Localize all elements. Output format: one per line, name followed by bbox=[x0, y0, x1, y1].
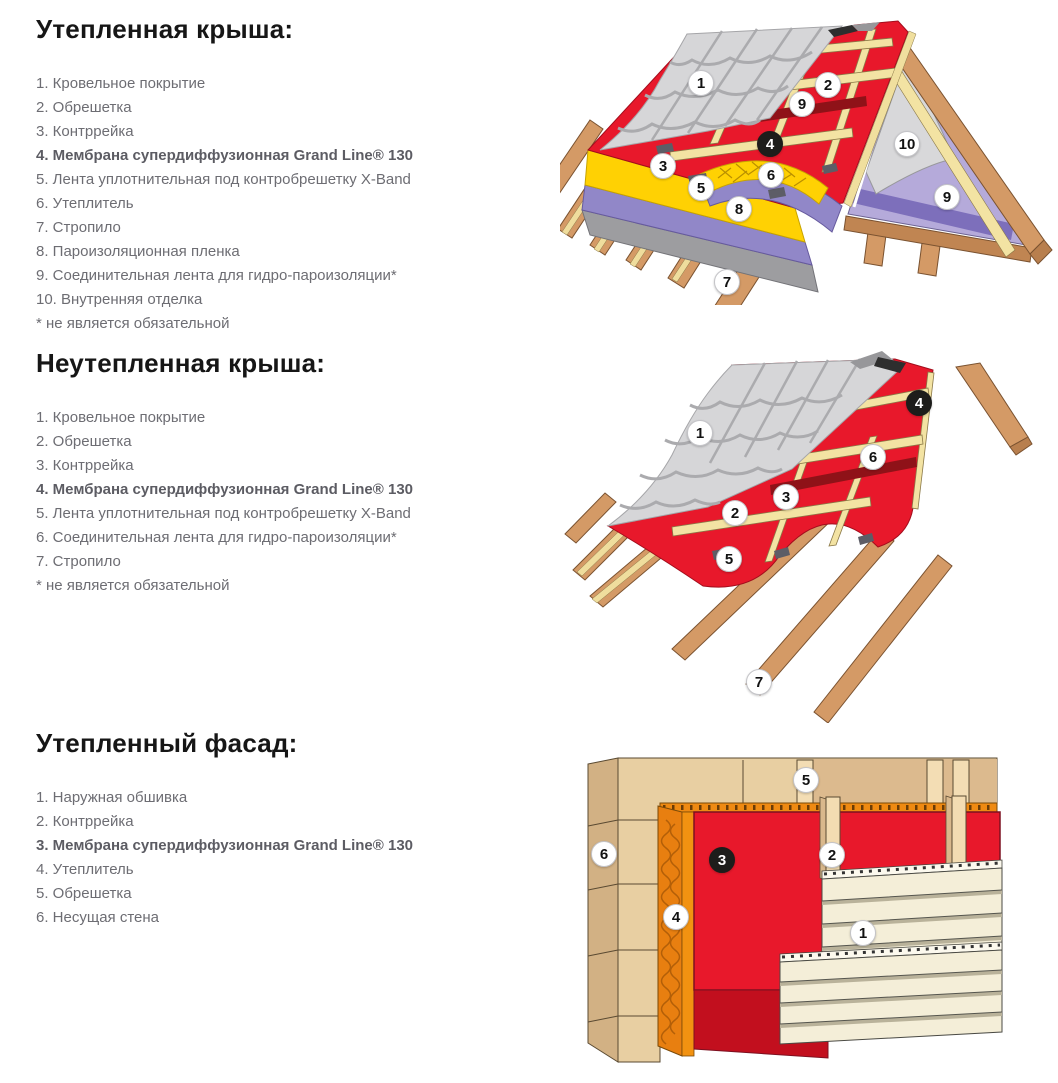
diagram-badge: 2 bbox=[722, 500, 748, 526]
legend-item: 3. Контррейка bbox=[36, 457, 134, 474]
diagram-badge: 9 bbox=[789, 91, 815, 117]
diagram-badge: 9 bbox=[934, 184, 960, 210]
diagram-badge: 1 bbox=[688, 70, 714, 96]
legend-item: 2. Обрешетка bbox=[36, 99, 132, 116]
legend-item: 6. Несущая стена bbox=[36, 909, 159, 926]
legend-item: 2. Контррейка bbox=[36, 813, 134, 830]
legend-item: 1. Кровельное покрытие bbox=[36, 75, 206, 92]
diagram-badge: 2 bbox=[819, 842, 845, 868]
cold-roof-diagram bbox=[560, 345, 1058, 723]
diagram-badge: 3 bbox=[650, 153, 676, 179]
legend-item-membrane: 3. Мембрана супердиффузионная Grand Line® 130 bbox=[36, 837, 414, 854]
legend-item: 4. Утеплитель bbox=[36, 861, 134, 878]
legend-item: 9. Соединительная лента для гидро-пароизоляции* bbox=[36, 267, 397, 284]
legend-item: 2. Обрешетка bbox=[36, 433, 132, 450]
diagram-badge: 3 bbox=[773, 484, 799, 510]
diagram-badge: 1 bbox=[850, 920, 876, 946]
legend-item: 5. Лента уплотнительная под контробрешетку X-Band bbox=[36, 505, 411, 522]
insulated-roof-illustration bbox=[560, 0, 1058, 305]
diagram-badge-membrane: 4 bbox=[906, 390, 932, 416]
siding-lower bbox=[780, 942, 1002, 1044]
diagram-badge: 7 bbox=[714, 269, 740, 295]
legend-item: 3. Контррейка bbox=[36, 123, 134, 140]
legend-list bbox=[36, 406, 526, 598]
section-heading: Неутепленная крыша: bbox=[36, 348, 326, 378]
legend-note: * не является обязательной bbox=[36, 315, 230, 332]
cold-roof-illustration bbox=[560, 345, 1058, 723]
legend-item-membrane: 4. Мембрана супердиффузионная Grand Line® 130 bbox=[36, 481, 414, 498]
rafter-tail-right bbox=[956, 363, 1032, 455]
diagram-badge: 5 bbox=[688, 175, 714, 201]
legend-item: 7. Стропило bbox=[36, 219, 121, 236]
legend-item: 10. Внутренняя отделка bbox=[36, 291, 203, 308]
legend-list bbox=[36, 72, 526, 336]
legend-list bbox=[36, 786, 526, 930]
legend-item: 5. Лента уплотнительная под контробрешетку X-Band bbox=[36, 171, 411, 188]
diagram-badge: 5 bbox=[793, 767, 819, 793]
section-cold-roof-text bbox=[36, 348, 526, 598]
diagram-badge: 8 bbox=[726, 196, 752, 222]
diagram-badge: 6 bbox=[591, 841, 617, 867]
diagram-badge: 4 bbox=[663, 904, 689, 930]
legend-item-membrane: 4. Мембрана супердиффузионная Grand Line® 130 bbox=[36, 147, 414, 164]
diagram-badge-membrane: 4 bbox=[757, 131, 783, 157]
legend-note: * не является обязательной bbox=[36, 577, 230, 594]
insulated-facade-diagram bbox=[560, 740, 1058, 1083]
legend-item: 1. Наружная обшивка bbox=[36, 789, 188, 806]
legend-item: 6. Утеплитель bbox=[36, 195, 134, 212]
diagram-badge: 10 bbox=[894, 131, 920, 157]
section-heading: Утепленный фасад: bbox=[36, 728, 298, 758]
diagram-badge: 6 bbox=[860, 444, 886, 470]
diagram-badge: 5 bbox=[716, 546, 742, 572]
diagram-badge: 1 bbox=[687, 420, 713, 446]
insulated-roof-diagram bbox=[560, 0, 1058, 305]
section-facade-text bbox=[36, 728, 526, 930]
legend-item: 6. Соединительная лента для гидро-пароизоляции* bbox=[36, 529, 397, 546]
diagram-badge-membrane: 3 bbox=[709, 847, 735, 873]
legend-item: 7. Стропило bbox=[36, 553, 121, 570]
diagram-badge: 7 bbox=[746, 669, 772, 695]
legend-item: 1. Кровельное покрытие bbox=[36, 409, 206, 426]
page-title: Утепленная крыша: bbox=[36, 14, 294, 44]
legend-item: 8. Пароизоляционная пленка bbox=[36, 243, 240, 260]
diagram-badge: 2 bbox=[815, 72, 841, 98]
legend-item: 5. Обрешетка bbox=[36, 885, 132, 902]
section-insulated-roof-text bbox=[36, 14, 526, 336]
diagram-badge: 6 bbox=[758, 162, 784, 188]
